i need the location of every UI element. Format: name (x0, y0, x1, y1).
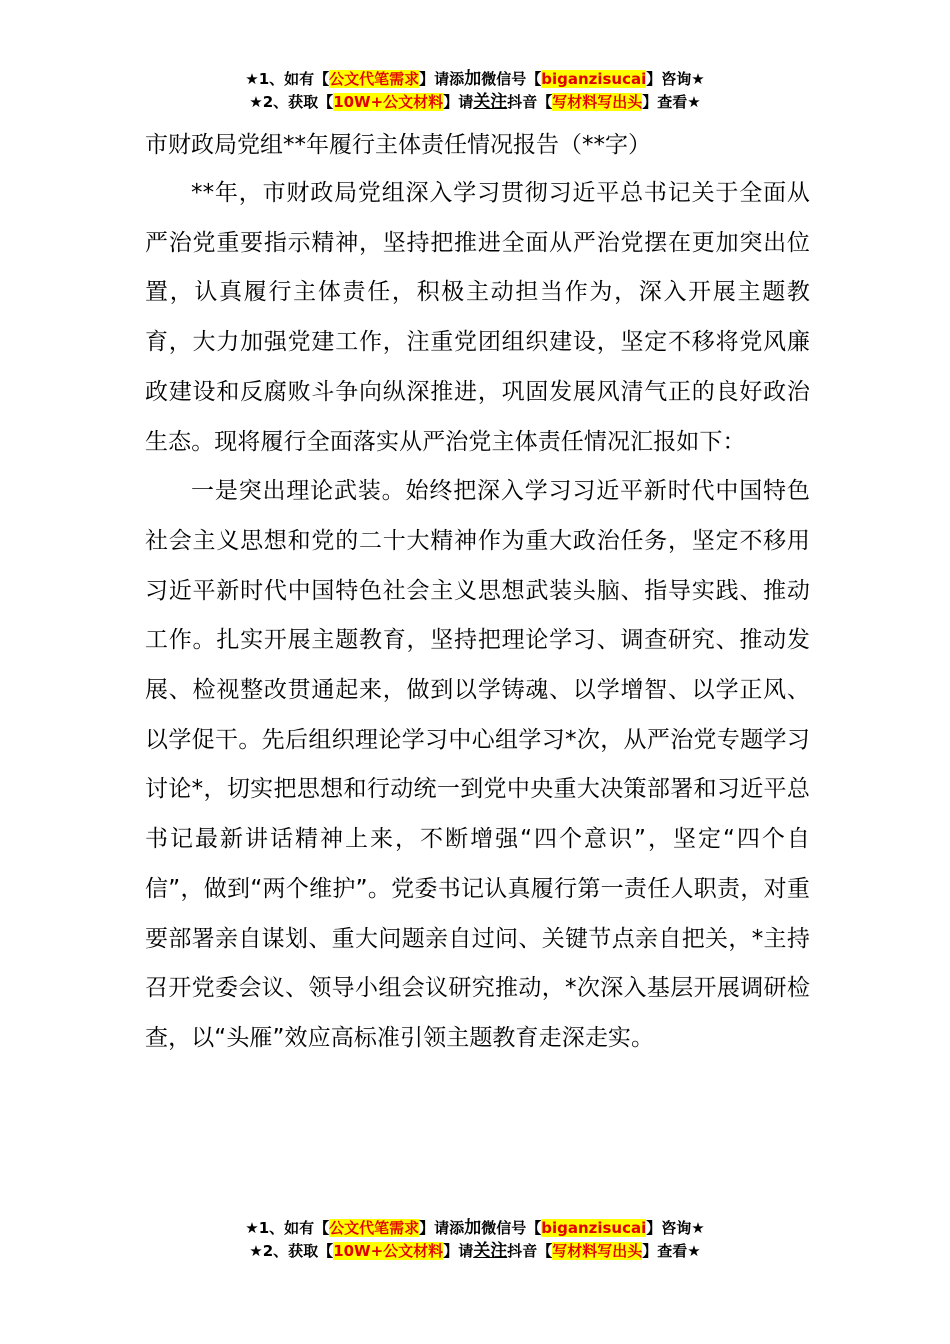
promo-highlight: biganzisucai (541, 1219, 647, 1237)
document-body (145, 169, 810, 1064)
promo-text: 】请添 (419, 70, 465, 88)
promo-text: 抖音【 (507, 1242, 553, 1260)
paragraph-intro: **年，市财政局党组深入学习贯彻习近平总书记关于全面从严治党重要指示精神，坚持把推进全面从严治党摆在更加突出位置，认真履行主体责任，积极主动担当作为，深入开展主题教育，大力加强党建工作，注重党团组织建设，坚定不移将党风廉政建设和反腐败斗争向纵深推进，巩固发展风清气正的良好政治生态。现将履行全面落实从严治党主体责任情况汇报如下： (145, 180, 810, 455)
promo-banner-top (0, 68, 950, 114)
promo-highlight: 10W+公文材料 (333, 93, 444, 111)
promo-line-1 (0, 1217, 950, 1240)
promo-text: 微信号【 (481, 70, 542, 88)
promo-text: 】请 (443, 93, 474, 111)
promo-text: 】咨询★ (646, 1219, 705, 1237)
promo-highlight: 写材料写出头 (552, 1242, 643, 1260)
promo-text: 】查看★ (642, 93, 701, 111)
promo-text: 】咨询★ (646, 70, 705, 88)
promo-text: 抖音【 (507, 93, 553, 111)
promo-text: 】查看★ (642, 1242, 701, 1260)
promo-emphasis: 关注 (473, 1241, 508, 1261)
promo-line-2 (0, 91, 950, 114)
promo-text: 】请 (443, 1242, 474, 1260)
promo-highlight: 写材料写出头 (552, 93, 643, 111)
promo-line-2 (0, 1240, 950, 1263)
document-title: 市财政局党组**年履行主体责任情况报告（**字） (145, 132, 651, 158)
promo-emphasis: 关注 (473, 92, 508, 112)
promo-highlight: 10W+公文材料 (333, 1242, 444, 1260)
promo-banner-bottom (0, 1217, 950, 1263)
promo-emphasis: 加 (464, 69, 482, 89)
promo-emphasis: 加 (464, 1218, 482, 1238)
promo-text: ★2、获取【 (249, 93, 334, 111)
promo-text: 微信号【 (481, 1219, 542, 1237)
paragraph-theory: 一是突出理论武装。始终把深入学习习近平新时代中国特色社会主义思想和党的二十大精神作为重大政治任务，坚定不移用习近平新时代中国特色社会主义思想武装头脑、指导实践、推动工作。扎实开展主题教育，坚持把理论学习、调查研究、推动发展、检视整改贯通起来，做到以学铸魂、以学增智、以学正风、以学促干。先后组织理论学习中心组学习*次，从严治党专题学习讨论*，切实把思想和行动统一到党中央重大决策部署和习近平总书记最新讲话精神上来，不断增强“四个意识”，坚定“四个自信”，做到“两个维护”。党委书记认真履行第一责任人职责，对重要部署亲自谋划、重大问题亲自过问、关键节点亲自把关，*主持召开党委会议、领导小组会议研究推动，*次深入基层开展调研检查，以“头雁”效应高标准引领主题教育走深走实。 (145, 478, 810, 1051)
promo-line-1 (0, 68, 950, 91)
promo-text: ★1、如有【 (245, 70, 330, 88)
promo-text: ★1、如有【 (245, 1219, 330, 1237)
promo-highlight: 公文代笔需求 (329, 70, 420, 88)
promo-text: ★2、获取【 (249, 1242, 334, 1260)
promo-text: 】请添 (419, 1219, 465, 1237)
promo-highlight: 公文代笔需求 (329, 1219, 420, 1237)
promo-highlight: biganzisucai (541, 70, 647, 88)
